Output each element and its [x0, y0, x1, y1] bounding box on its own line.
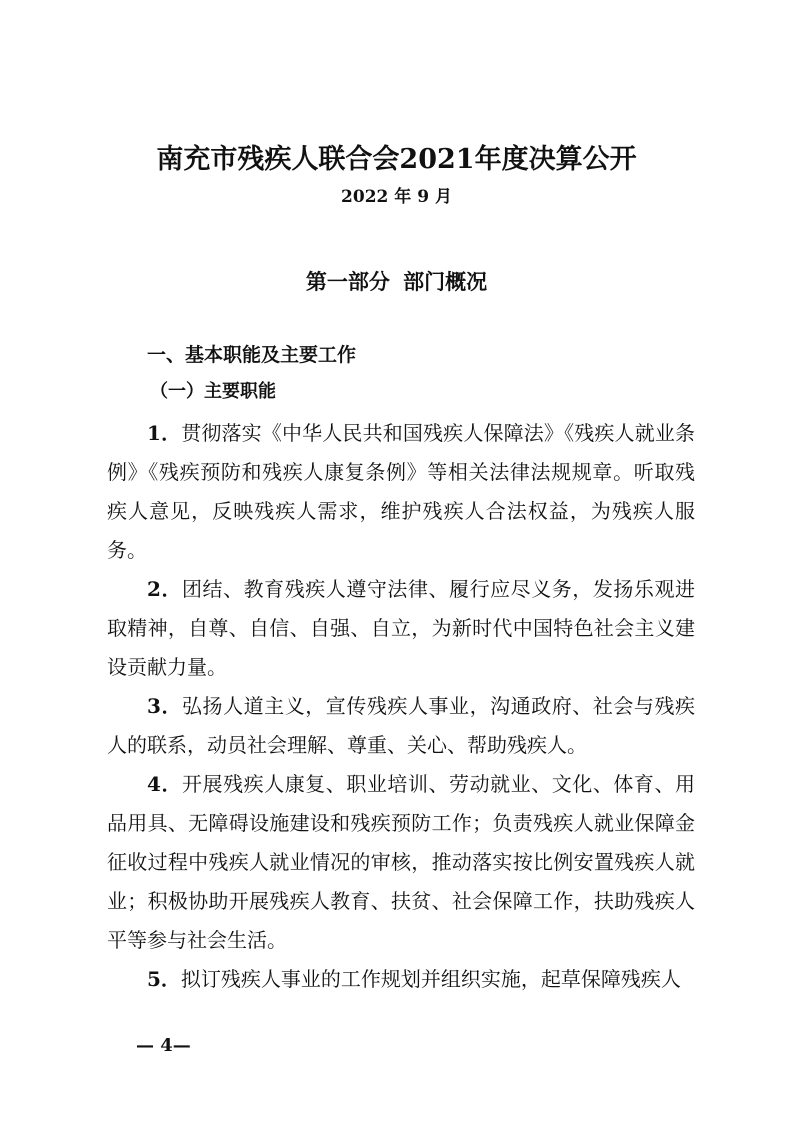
paragraph-number: 1． — [147, 421, 182, 445]
paragraph-text: 团结、教育残疾人遵守法律、履行应尽义务，发扬乐观进取精神，自尊、自信、自强、自立，为新时代中国特色社会主义建设贡献力量。 — [107, 577, 695, 679]
paragraph-number: 3． — [147, 694, 182, 718]
page-number: — 4— — [136, 1035, 191, 1056]
paragraph-2 — [107, 570, 695, 687]
document-date: 2022 年 9 月 — [341, 187, 452, 207]
body-text — [107, 414, 695, 999]
paragraph-text: 开展残疾人康复、职业培训、劳动就业、文化、体育、用品用具、无障碍设施建设和残疾预防工作；负责残疾人就业保障金征收过程中残疾人就业情况的审核，推动落实按比例安置残疾人就业；积极协助开展残疾人教育、扶贫、社会保障工作，扶助残疾人平等参与社会生活。 — [107, 772, 695, 952]
section-heading: 一、基本职能及主要工作 — [147, 344, 357, 366]
paragraph-number: 2． — [147, 577, 182, 601]
paragraph-5 — [107, 960, 695, 999]
part-heading: 第一部分 部门概况 — [305, 270, 488, 294]
document-title: 南充市残疾人联合会2021年度决算公开 — [156, 144, 637, 175]
paragraph-4 — [107, 765, 695, 960]
paragraph-text: 贯彻落实《中华人民共和国残疾人保障法》《残疾人就业条例》《残疾预防和残疾人康复条例》等相关法律法规规章。听取残疾人意见，反映残疾人需求，维护残疾人合法权益，为残疾人服务。 — [107, 421, 695, 562]
paragraph-1 — [107, 414, 695, 570]
paragraph-text: 弘扬人道主义，宣传残疾人事业，沟通政府、社会与残疾人的联系，动员社会理解、尊重、关心、帮助残疾人。 — [107, 694, 695, 757]
paragraph-3 — [107, 687, 695, 765]
paragraph-text: 拟订残疾人事业的工作规划并组织实施，起草保障残疾人 — [180, 967, 681, 991]
subsection-heading: （一）主要职能 — [150, 381, 276, 402]
paragraph-number: 4． — [147, 772, 182, 796]
paragraph-number: 5． — [147, 967, 181, 991]
